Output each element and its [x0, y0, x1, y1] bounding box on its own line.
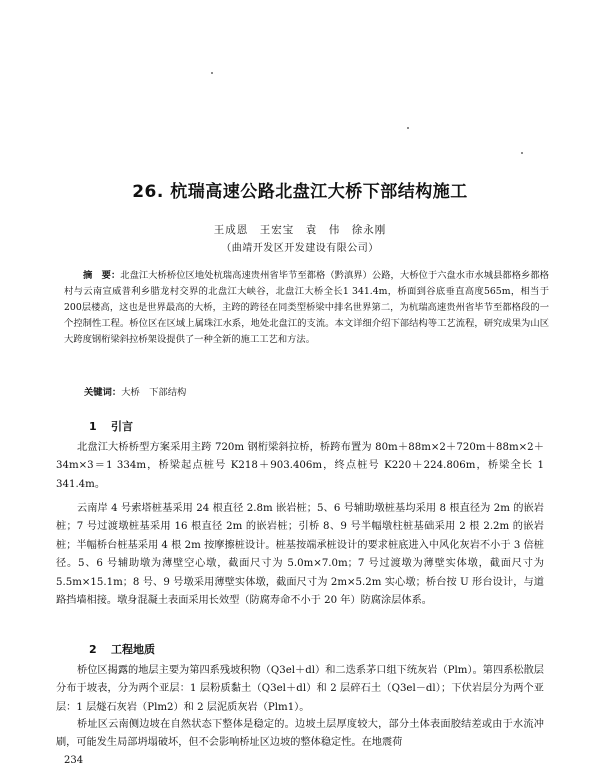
author-list: 王成恩 王宏宝 袁 伟 徐永刚 — [213, 224, 387, 236]
page-number: 234 — [64, 755, 84, 766]
section-heading-geology — [89, 641, 155, 657]
section-heading-introduction — [89, 418, 133, 434]
intro-paragraph-1: 北盘江大桥桥型方案采用主跨 720m 钢桁梁斜拉桥，桥跨布置为 80m＋88m×2＋720m＋88m×2＋34m×3＝1 334m，桥梁起点桩号 K218＋903.406m，终点桩号 K220＋224.806m，桥梁全长 1 341.4m。 — [56, 442, 544, 490]
keywords-text: 大桥 下部结构 — [121, 387, 187, 398]
affiliation: （曲靖开发区开发建设有限公司） — [221, 243, 379, 254]
section-title: 工程地质 — [111, 643, 155, 656]
keywords — [84, 384, 186, 398]
geology-paragraph-2: 桥址区云南侧边坡在自然状态下整体是稳定的。边坡土层厚度较大，部分土体表面胶结差或由于水流冲刷，可能发生局部坍塌破坏，但不会影响桥址区边坡的整体稳定性。在地震荷 — [56, 719, 544, 749]
section-number: 1 — [89, 420, 97, 433]
article-title: 26. 杭瑞高速公路北盘江大桥下部结构施工 — [132, 182, 468, 202]
section-number: 2 — [89, 643, 97, 656]
scan-speck — [407, 127, 409, 129]
abstract-label: 摘 要： — [83, 270, 121, 281]
scan-speck — [521, 152, 523, 154]
abstract-text: 北盘江大桥桥位区地处杭瑞高速贵州省毕节至都格（黔滇界）公路，大桥位于六盘水市水城县都格乡都格村与云南宣威普利乡腊龙村交界的北盘江大峡谷，北盘江大桥全长1 341.4m，桥面到谷底垂直高度565m，相当于200层楼高，这也是世界最高的大桥，主跨的跨径在同类型桥梁中排名世界第二，为杭瑞高速贵州省毕节至都格段的一个控制性工程。桥位区在区域上属珠江水系，地处北盘江的支流。本文详细介绍下部结构等工艺流程，研究成果为山区大跨度钢桁梁斜拉桥架设提供了一种全新的施工工艺和方法。 — [64, 270, 549, 345]
geology-paragraph-1: 桥位区揭露的地层主要为第四系残坡积物（Q3el＋dl）和二迭系茅口组下统灰岩（Plm）。第四系松散层分布于坡表，分为两个亚层：1 层粉质黏土（Q3el＋dl）和 2 层碎石土（Q3el－dl）；下伏岩层分为两个亚层：1 层燧石灰岩（Plm2）和 2 层泥质灰岩（Plm1）。 — [56, 665, 544, 713]
scan-speck — [211, 72, 213, 74]
intro-paragraph-2: 云南岸 4 号索塔桩基采用 24 根直径 2.8m 嵌岩桩；5、6 号辅助墩桩基均采用 8 根直径为 2m 的嵌岩桩；7 号过渡墩桩基采用 16 根直径 2m 的嵌岩桩；引桥 8、9 号半幅墩柱桩基础采用 2 根 2.2m 的嵌岩桩；半幅桥台桩基采用 4 根 2m 按摩擦桩设计。桩基按端承桩设计的要求桩底进入中风化灰岩不小于 3 倍桩径。5、6 号辅助墩为薄壁空心墩，截面尺寸为 5.0m×7.0m；7 号过渡墩为薄壁实体墩，截面尺寸为 5.5m×15.1m；8 号、9 号墩采用薄壁实体墩，截面尺寸为 2m×5.2m 实心墩；桥台按 U 形台设计，与道路挡墙相接。墩身混凝土表面采用长效型（防腐寿命不小于 20 年）防腐涂层体系。 — [56, 503, 544, 607]
section-title: 引言 — [111, 420, 133, 433]
abstract — [64, 268, 549, 348]
keywords-label: 关键词： — [84, 387, 122, 398]
